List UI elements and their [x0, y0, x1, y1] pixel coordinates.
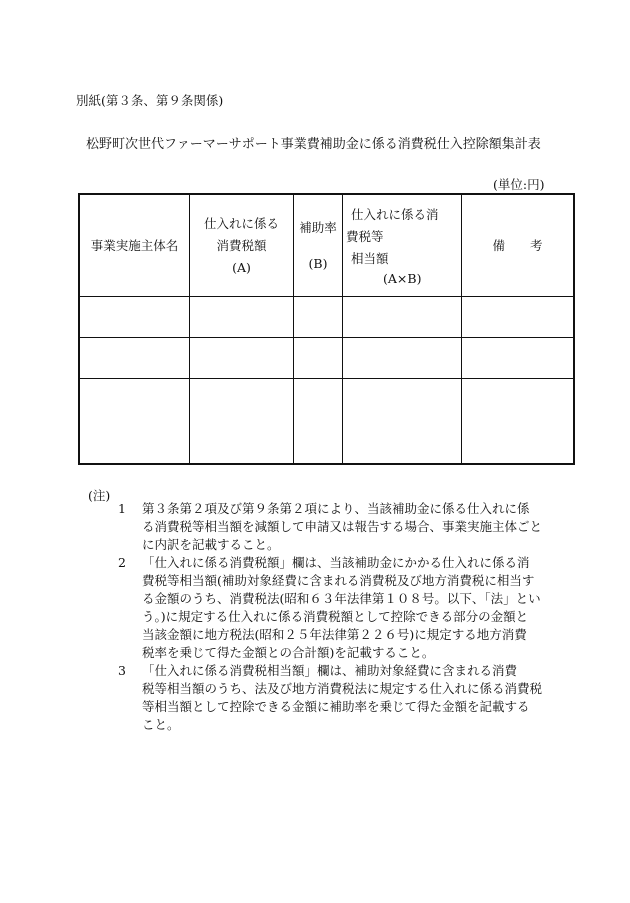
header-equivalent-amount-line1: 仕入れに係る消	[351, 206, 439, 222]
header-equivalent-amount-line2: 費税等	[346, 228, 384, 244]
unit-label: (単位:円)	[493, 177, 545, 192]
table-cell[interactable]	[343, 379, 462, 465]
table-cell[interactable]	[462, 297, 575, 338]
header-remarks	[462, 194, 575, 297]
note-number: 2	[118, 555, 126, 570]
header-remarks-label: 備 考	[492, 237, 543, 253]
table-cell[interactable]	[343, 338, 462, 379]
header-subsidy-rate-line1: 補助率	[299, 219, 337, 235]
note-text: 「仕入れに係る消費税額」欄は、当該補助金にかかる仕入れに係る消 費税等相当額(補助対象経費に含まれる消費税及び地方消費税に相当す る金額のうち、消費税法(昭和６３年法律第１０８号。以下、「法」とい う。)に規定する仕入れに係る消費税額として控除できる部分の金額と 当該金額に地方税法(昭和２５年法律第２２６号)に規定する地方消費 税率を乗じて得た金額との合計額)を記載すること。	[142, 555, 541, 660]
table-cell[interactable]	[294, 379, 343, 465]
table-cell[interactable]	[343, 297, 462, 338]
table-cell[interactable]	[79, 338, 190, 379]
table-cell[interactable]	[79, 297, 190, 338]
table-cell[interactable]	[190, 338, 294, 379]
table-cell[interactable]	[190, 379, 294, 465]
note-item-3	[118, 662, 568, 736]
header-input-tax-line1: 仕入れに係る	[203, 215, 279, 231]
note-text: 第３条第２項及び第９条第２項により、当該補助金に係る仕入れに係 る消費税等相当額を減額して申請又は報告する場合、事業実施主体ごと に内訳を記載すること。	[142, 501, 543, 552]
note-text: 「仕入れに係る消費税相当額」欄は、補助対象経費に含まれる消費 税等相当額のうち、法及び地方消費税法に規定する仕入れに係る消費税 等相当額として控除できる金額に補助率を乗じて得た金額を記載する こと。	[142, 663, 543, 732]
table-cell[interactable]	[462, 379, 575, 465]
note-number: 3	[118, 663, 126, 678]
header-subsidy-rate-line2: (B)	[308, 255, 328, 271]
header-equivalent-amount-line3: 相当額	[351, 250, 389, 266]
table-cell[interactable]	[294, 297, 343, 338]
summary-table	[78, 193, 575, 465]
header-subsidy-rate	[294, 194, 343, 297]
header-equivalent-amount	[343, 194, 462, 297]
header-input-tax	[190, 194, 294, 297]
header-input-tax-line3: (A)	[232, 259, 251, 275]
notes-heading: (注)	[88, 488, 111, 503]
table-cell[interactable]	[294, 338, 343, 379]
note-number: 1	[118, 501, 126, 516]
header-equivalent-amount-line4: (A×B)	[383, 270, 422, 286]
note-item-2	[118, 554, 568, 664]
table-cell[interactable]	[462, 338, 575, 379]
header-input-tax-line2: 消費税額	[216, 237, 267, 253]
header-entity-name	[79, 194, 190, 297]
document-title: 松野町次世代ファーマーサポート事業費補助金に係る消費税仕入控除額集計表	[86, 137, 541, 152]
table-row	[79, 297, 574, 338]
note-item-1	[118, 500, 568, 556]
table-cell[interactable]	[79, 379, 190, 465]
table-row	[79, 338, 574, 379]
table-cell[interactable]	[190, 297, 294, 338]
header-entity-name-label: 事業実施主体名	[90, 237, 179, 253]
table-header-row	[79, 194, 574, 297]
annex-reference: 別紙(第３条、第９条関係)	[76, 93, 224, 108]
table-row	[79, 379, 574, 465]
